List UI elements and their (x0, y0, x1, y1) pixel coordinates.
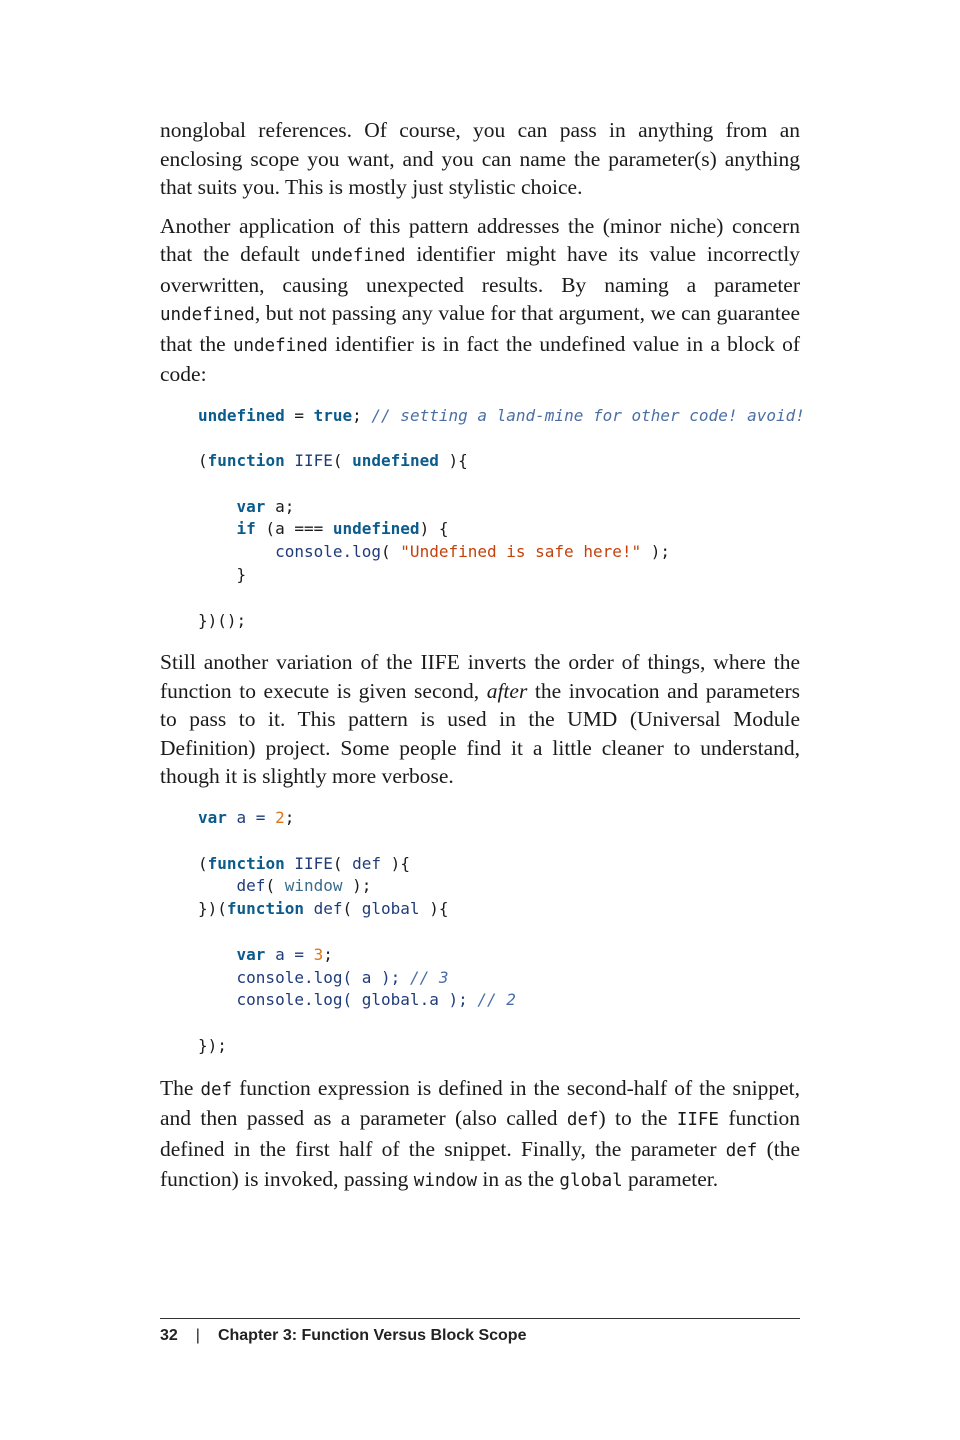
text-run: the invocation and parameters to pass to it. This pattern is used in the UMD (Universal Module Definition) project. Some people find it a little cleaner to understand, though it is slightly more verbose. (160, 678, 801, 789)
code-comment: // 2 (477, 990, 516, 1010)
code-token: a = (226, 807, 276, 827)
inline-code: global (559, 1171, 623, 1192)
code-token: ( a ); (342, 967, 410, 987)
code-token: })( (198, 899, 227, 919)
text-run: (the function) is invoked, passing (160, 1136, 800, 1192)
inline-code: def (200, 1079, 233, 1100)
code-token: }); (198, 1035, 227, 1055)
code-token: ( (265, 876, 285, 896)
text-run: function defined in the first half of the snippet. Finally, the parameter (160, 1106, 800, 1161)
code-token: ); (342, 876, 372, 896)
paragraph-nonglobal (160, 116, 800, 202)
emphasis: after (486, 678, 528, 703)
code-number: 3 (313, 944, 324, 964)
inline-code: undefined (310, 246, 406, 266)
text-run: identifier might have its value incorrectly overwritten, causing unexpected results. By naming a parameter (160, 242, 800, 297)
code-token: def (352, 853, 382, 873)
code-token: ; (323, 944, 333, 964)
text-run: parameter. (622, 1167, 719, 1192)
code-token: ) { (419, 519, 449, 539)
code-token: ( (198, 451, 208, 471)
paragraph-text: nonglobal references. Of course, you can pass in anything from an enclosing scope you want, and you can name the parameter(s) anything that suits you. This is mostly just stylistic choice. (160, 118, 800, 199)
page-content (160, 116, 805, 1206)
code-token: var (236, 496, 266, 516)
code-token: function (207, 853, 285, 873)
code-token: IIFE (284, 853, 333, 873)
code-token: def (303, 899, 343, 919)
code-token: ; (284, 807, 295, 827)
code-token: ( (381, 542, 401, 562)
text-run: Another application of this pattern addresses the (minor niche) concern that the default (160, 213, 800, 266)
page-number: 32 (160, 1327, 178, 1344)
code-token: a = (265, 944, 314, 964)
code-number: 2 (275, 807, 285, 827)
code-token: console.log (236, 990, 343, 1010)
code-token: ){ (438, 451, 468, 471)
text-run: identifier is in fact the undefined value in a block of code: (160, 331, 800, 386)
code-token: undefined (352, 451, 439, 471)
inline-code: undefined (232, 335, 328, 356)
code-token: undefined (332, 519, 420, 539)
code-token: })(); (198, 610, 247, 630)
code-token: console.log (236, 967, 343, 987)
code-token: ( (332, 451, 353, 471)
code-token: ){ (381, 853, 410, 873)
paragraph-def-explanation (160, 1074, 800, 1196)
inline-code: window (413, 1171, 478, 1192)
text-run: The (160, 1075, 201, 1100)
code-token: ); (641, 542, 671, 562)
code-token: console.log (275, 542, 382, 562)
footer-separator: | (195, 1327, 200, 1344)
code-token: a; (265, 496, 295, 516)
code-comment: // 3 (409, 967, 449, 987)
code-token: global (361, 899, 420, 919)
code-token: ( (342, 899, 362, 919)
code-string: "Undefined is safe here!" (400, 542, 642, 562)
code-token: } (236, 565, 247, 585)
page-footer (160, 1318, 800, 1345)
text-run: in as the (477, 1167, 560, 1192)
inline-code: def (566, 1110, 599, 1131)
code-comment: // setting a land-mine for other code! avoid! (371, 405, 805, 425)
paragraph-umd-variation (160, 648, 800, 791)
code-token: IIFE (284, 451, 333, 471)
paragraph-undefined-pattern (160, 212, 800, 389)
code-token: var (198, 807, 227, 827)
code-token: function (207, 451, 285, 471)
code-token: = (284, 405, 314, 425)
code-token: function (226, 899, 304, 919)
code-token: ( (332, 853, 353, 873)
code-token: window (284, 876, 343, 896)
code-token: ){ (419, 899, 449, 919)
code-token: ; (352, 405, 372, 425)
text-run: function expression is defined in the second-half of the snippet, and then passed as a parameter (also called (160, 1075, 800, 1131)
code-token: true (313, 405, 353, 425)
code-token: var (236, 944, 266, 964)
text-run: , but not passing any value for that argument, we can guarantee that the (160, 301, 800, 356)
text-run: ) to the (598, 1106, 677, 1131)
code-block-undefined (198, 405, 805, 633)
code-token: ( (198, 853, 208, 873)
chapter-title: Chapter 3: Function Versus Block Scope (217, 1327, 527, 1344)
text-run: Still another variation of the IIFE inverts the order of things, where the function to execute is given second, (160, 650, 800, 703)
inline-code: IIFE (676, 1110, 719, 1131)
inline-code: def (725, 1140, 758, 1161)
code-token: def (236, 876, 266, 896)
code-token: if (236, 519, 256, 539)
code-block-umd (198, 807, 800, 1058)
inline-code: undefined (160, 305, 255, 325)
code-token: ( global.a ); (342, 990, 478, 1010)
code-token: undefined (198, 405, 285, 425)
code-token: (a === (255, 519, 333, 539)
